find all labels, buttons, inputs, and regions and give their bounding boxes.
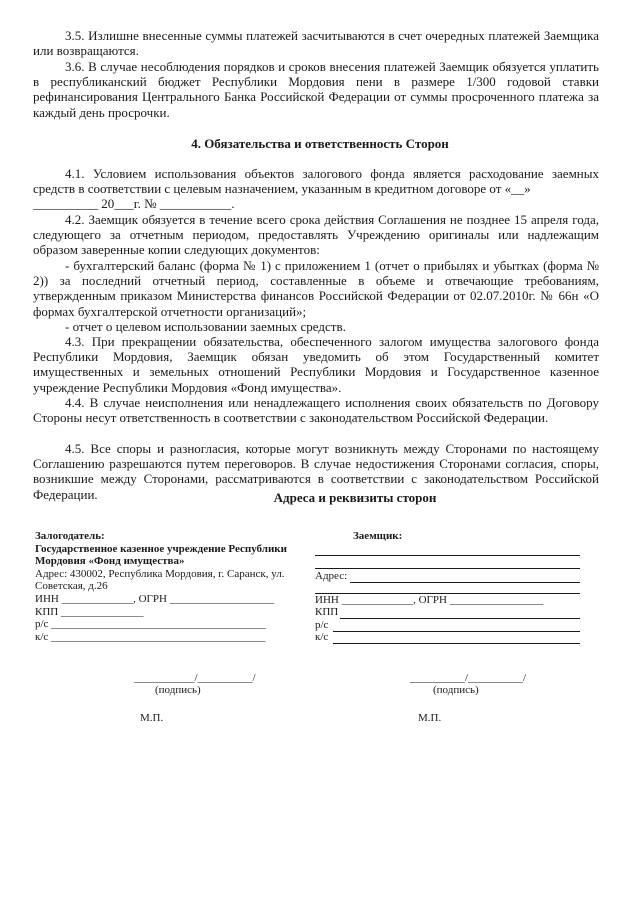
- pledgor-stamp: М.П.: [140, 712, 164, 724]
- clause-4-2-item-balance: - бухгалтерский баланс (форма № 1) с приложением 1 (отчет о прибылях и убытках (форма № 2)) за последний отчетный период, составленные в объеме и отвечающие требованиям, утвержденным приказом Министерства финансов Российской Федерации от 02.07.2010г. № 66н «О формах бухгалтерской отчетности организаций»;: [33, 258, 599, 319]
- section-4-heading: 4. Обязательства и ответственность Сторон: [191, 136, 449, 151]
- borrower-address-label: Адрес:: [315, 570, 348, 582]
- clause-4-1-date: __________ 20___г. № ___________.: [33, 196, 235, 211]
- clause-4-2: 4.2. Заемщик обязуется в течение всего срока действия Соглашения не позднее 15 апреля года, следующего за отчетным периодом, предоставлять Учреждению оригиналы или надлежащим образом заверенные копии следующих документов:: [33, 212, 599, 258]
- borrower-ks-label: к/с: [315, 631, 329, 643]
- pledgor-rs: р/с _______________________________________: [35, 618, 266, 631]
- borrower-kpp-label: КПП: [315, 606, 339, 618]
- pledgor-org-line-1: Государственное казенное учреждение Республики: [35, 542, 287, 555]
- clause-3-6: 3.6. В случае несоблюдения порядков и сроков внесения платежей Заемщик обязуется уплатить в республиканский бюджет Республики Мордовия пени в размере 1/300 годовой ставки рефинансирования Центрального Банка Российской Федерации от суммы просроченного платежа за каждый день просрочки.: [33, 59, 599, 120]
- borrower-signature-line: __________/__________/: [410, 672, 527, 684]
- borrower-rs-line: [333, 631, 580, 632]
- clause-4-4: 4.4. В случае неисполнения или ненадлежащего исполнения своих обязательств по Договору Стороны несут ответственность в соответствии с законодательством Российской Федерации.: [33, 395, 599, 426]
- borrower-name-line-2: [315, 568, 580, 569]
- pledgor-address-line-2: Советская, д.26: [35, 580, 108, 593]
- clause-4-5: 4.5. Все споры и разногласия, которые могут возникнуть между Сторонами по настоящему Соглашению разрешаются путем переговоров. В случае недостижения Сторонами согласия, споры, возникшие между Сторонами, рассматриваются в соответствии с законодательством Российской Федерации.: [33, 441, 599, 502]
- borrower-rs-label: р/с: [315, 619, 329, 631]
- borrower-stamp: М.П.: [418, 712, 442, 724]
- pledgor-ks: к/с _______________________________________: [35, 630, 266, 643]
- requisites-heading: Адреса и реквизиты сторон: [273, 490, 437, 505]
- borrower-address-line-1: [350, 582, 580, 583]
- pledgor-address-line-1: Адрес: 430002, Республика Мордовия, г. Саранск, ул.: [35, 567, 285, 580]
- borrower-label: Заемщик:: [353, 530, 403, 542]
- borrower-ks-line: [333, 643, 580, 644]
- clause-4-3: 4.3. При прекращении обязательства, обеспеченного залогом имущества залогового фонда Республики Мордовия, Заемщик обязан уведомить об этом Государственный комитет имущественных и земельных отношений Республики Мордовия и Государственное казенное учреждение Республики Мордовия «Фонд имущества».: [33, 334, 599, 395]
- borrower-block: [315, 530, 595, 543]
- borrower-inn-ogrn: ИНН _____________, ОГРН _________________: [315, 594, 544, 606]
- clause-4-1: 4.1. Условием использования объектов залогового фонда является расходование заемных средств в соответствии с целевым назначением, указанным в кредитном договоре от «__»: [33, 166, 599, 197]
- clause-3-5: 3.5. Излишне внесенные суммы платежей засчитываются в счет очередных платежей Заемщика или возвращаются.: [33, 28, 599, 59]
- pledgor-block: [35, 530, 305, 643]
- pledgor-signature-line: ___________/__________/: [134, 672, 256, 684]
- borrower-kpp-line: [340, 618, 580, 619]
- pledgor-inn-ogrn: ИНН _____________, ОГРН ___________________: [35, 592, 275, 605]
- borrower-name-line-1: [315, 555, 580, 556]
- clause-4-2-item-report: - отчет о целевом использовании заемных средств.: [65, 319, 346, 334]
- pledgor-signature-caption: (подпись): [155, 684, 201, 696]
- borrower-signature-caption: (подпись): [433, 684, 479, 696]
- pledgor-kpp: КПП _______________: [35, 605, 144, 618]
- pledgor-org: [35, 543, 305, 568]
- pledgor-label: Залогодатель:: [35, 530, 105, 542]
- pledgor-org-line-2: Мордовия «Фонд имущества»: [35, 555, 185, 568]
